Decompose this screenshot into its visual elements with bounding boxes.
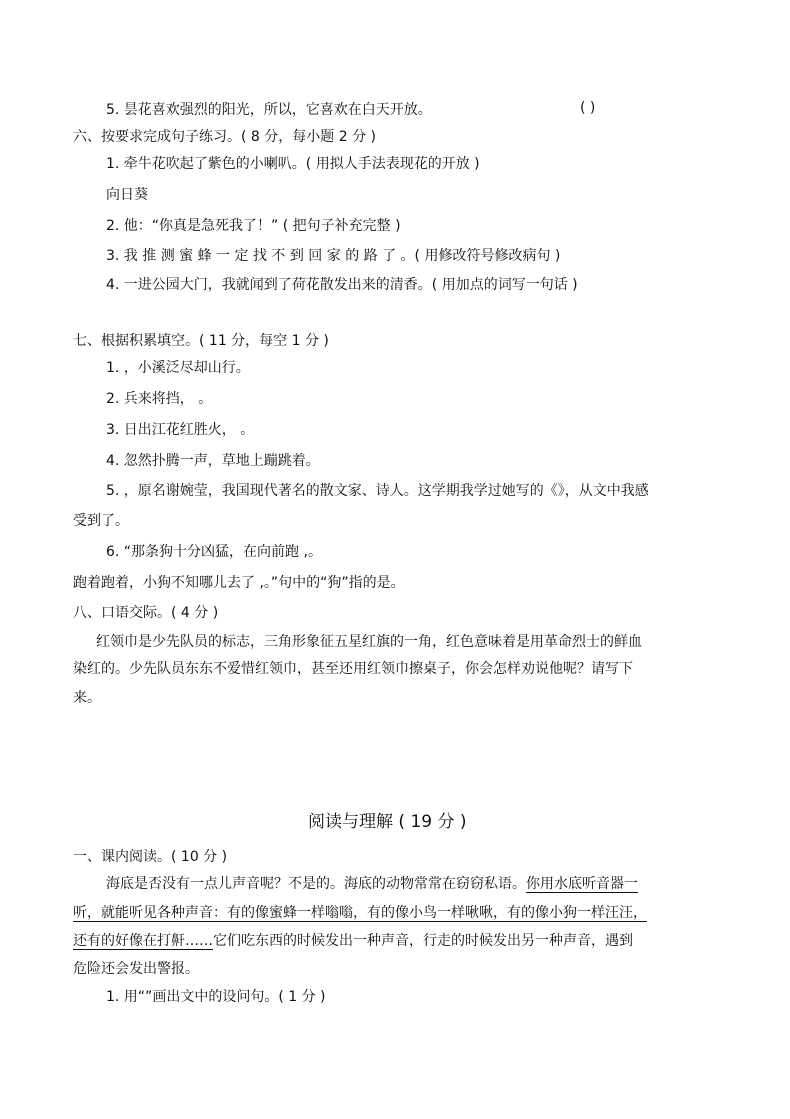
- reading-title: 阅读与理解 ( 19 分 ): [308, 812, 467, 832]
- question-item: 5. ，原名谢婉莹，我国现代著名的散文家、诗人。这学期我学过她写的《》，从文中我感: [106, 483, 649, 499]
- question-item: 2. 兵来将挡， 。: [106, 391, 213, 407]
- question-item: 1. ，小溪泛尽却山行。: [106, 360, 250, 376]
- question-item: 6. “那条狗十分凶猛，在向前跑 ,。: [106, 544, 322, 560]
- question-item: 3. 日出江花红胜火， 。: [106, 422, 255, 438]
- underlined-passage-text: 你用水底听音器一: [526, 876, 638, 892]
- question-item: 1. 用“”画出文中的设问句。( 1 分 ): [106, 989, 326, 1005]
- passage-line: [106, 874, 638, 894]
- passage-line: [73, 959, 199, 979]
- question-item-continuation: 受到了。: [73, 513, 129, 529]
- passage-line: [73, 931, 633, 951]
- question-item: 4. 一进公园大门，我就闻到了荷花散发出来的清香。( 用加点的词写一句话 ): [106, 277, 578, 293]
- section-heading: 一、课内阅读。( 10 分 ): [73, 849, 228, 865]
- answer-bracket: ( ): [580, 100, 596, 116]
- passage-text: 危险还会发出警报。: [73, 961, 199, 977]
- question-item: 1. 牵牛花吹起了紫色的小喇叭。( 用拟人手法表现花的开放 ): [106, 156, 480, 172]
- question-item: 向日葵: [106, 187, 148, 203]
- section-heading: 六、按要求完成句子练习。( 8 分，每小题 2 分 ): [73, 129, 376, 145]
- question-item: 4. 忽然扑腾一声，草地上蹦跳着。: [106, 453, 320, 469]
- underlined-passage-text: 听，就能听见各种声音：有的像蜜蜂一样嗡嗡，有的像小鸟一样啾啾，有的像小狗一样汪汪，: [73, 905, 647, 921]
- paragraph-line: 染红的。少先队员东东不爱惜红领巾，甚至还用红领巾擦桌子，你会怎样劝说他呢？请写下: [73, 661, 633, 677]
- underlined-passage-text: 还有的好像在打鼾……: [73, 933, 213, 949]
- paragraph-line: 红领巾是少先队员的标志，三角形象征五星红旗的一角，红色意味着是用革命烈士的鲜血: [96, 634, 642, 650]
- question-item: 3. 我 推 测 蜜 蜂 一 定 找 不 到 回 家 的 路 了 。( 用修改符号修改病句 ): [106, 248, 561, 264]
- passage-text: 海底是否没有一点儿声音呢？不是的。海底的动物常常在窃窃私语。: [106, 876, 526, 892]
- section-heading: 七、根据积累填空。( 11 分，每空 1 分 ): [73, 333, 329, 349]
- passage-text: 它们吃东西的时候发出一种声音，行走的时候发出另一种声音，遇到: [213, 933, 633, 949]
- question-item: 5. 昙花喜欢强烈的阳光，所以，它喜欢在白天开放。: [106, 102, 432, 118]
- section-heading: 八、口语交际。( 4 分 ): [73, 605, 219, 621]
- paragraph-line: 来。: [73, 690, 101, 706]
- passage-line: [73, 903, 647, 923]
- question-item: 2. 他：“你真是急死我了！” ( 把句子补充完整 ): [106, 218, 401, 234]
- question-item-continuation: 跑着跑着，小狗不知哪儿去了 ,。”句中的“狗”指的是。: [73, 575, 405, 591]
